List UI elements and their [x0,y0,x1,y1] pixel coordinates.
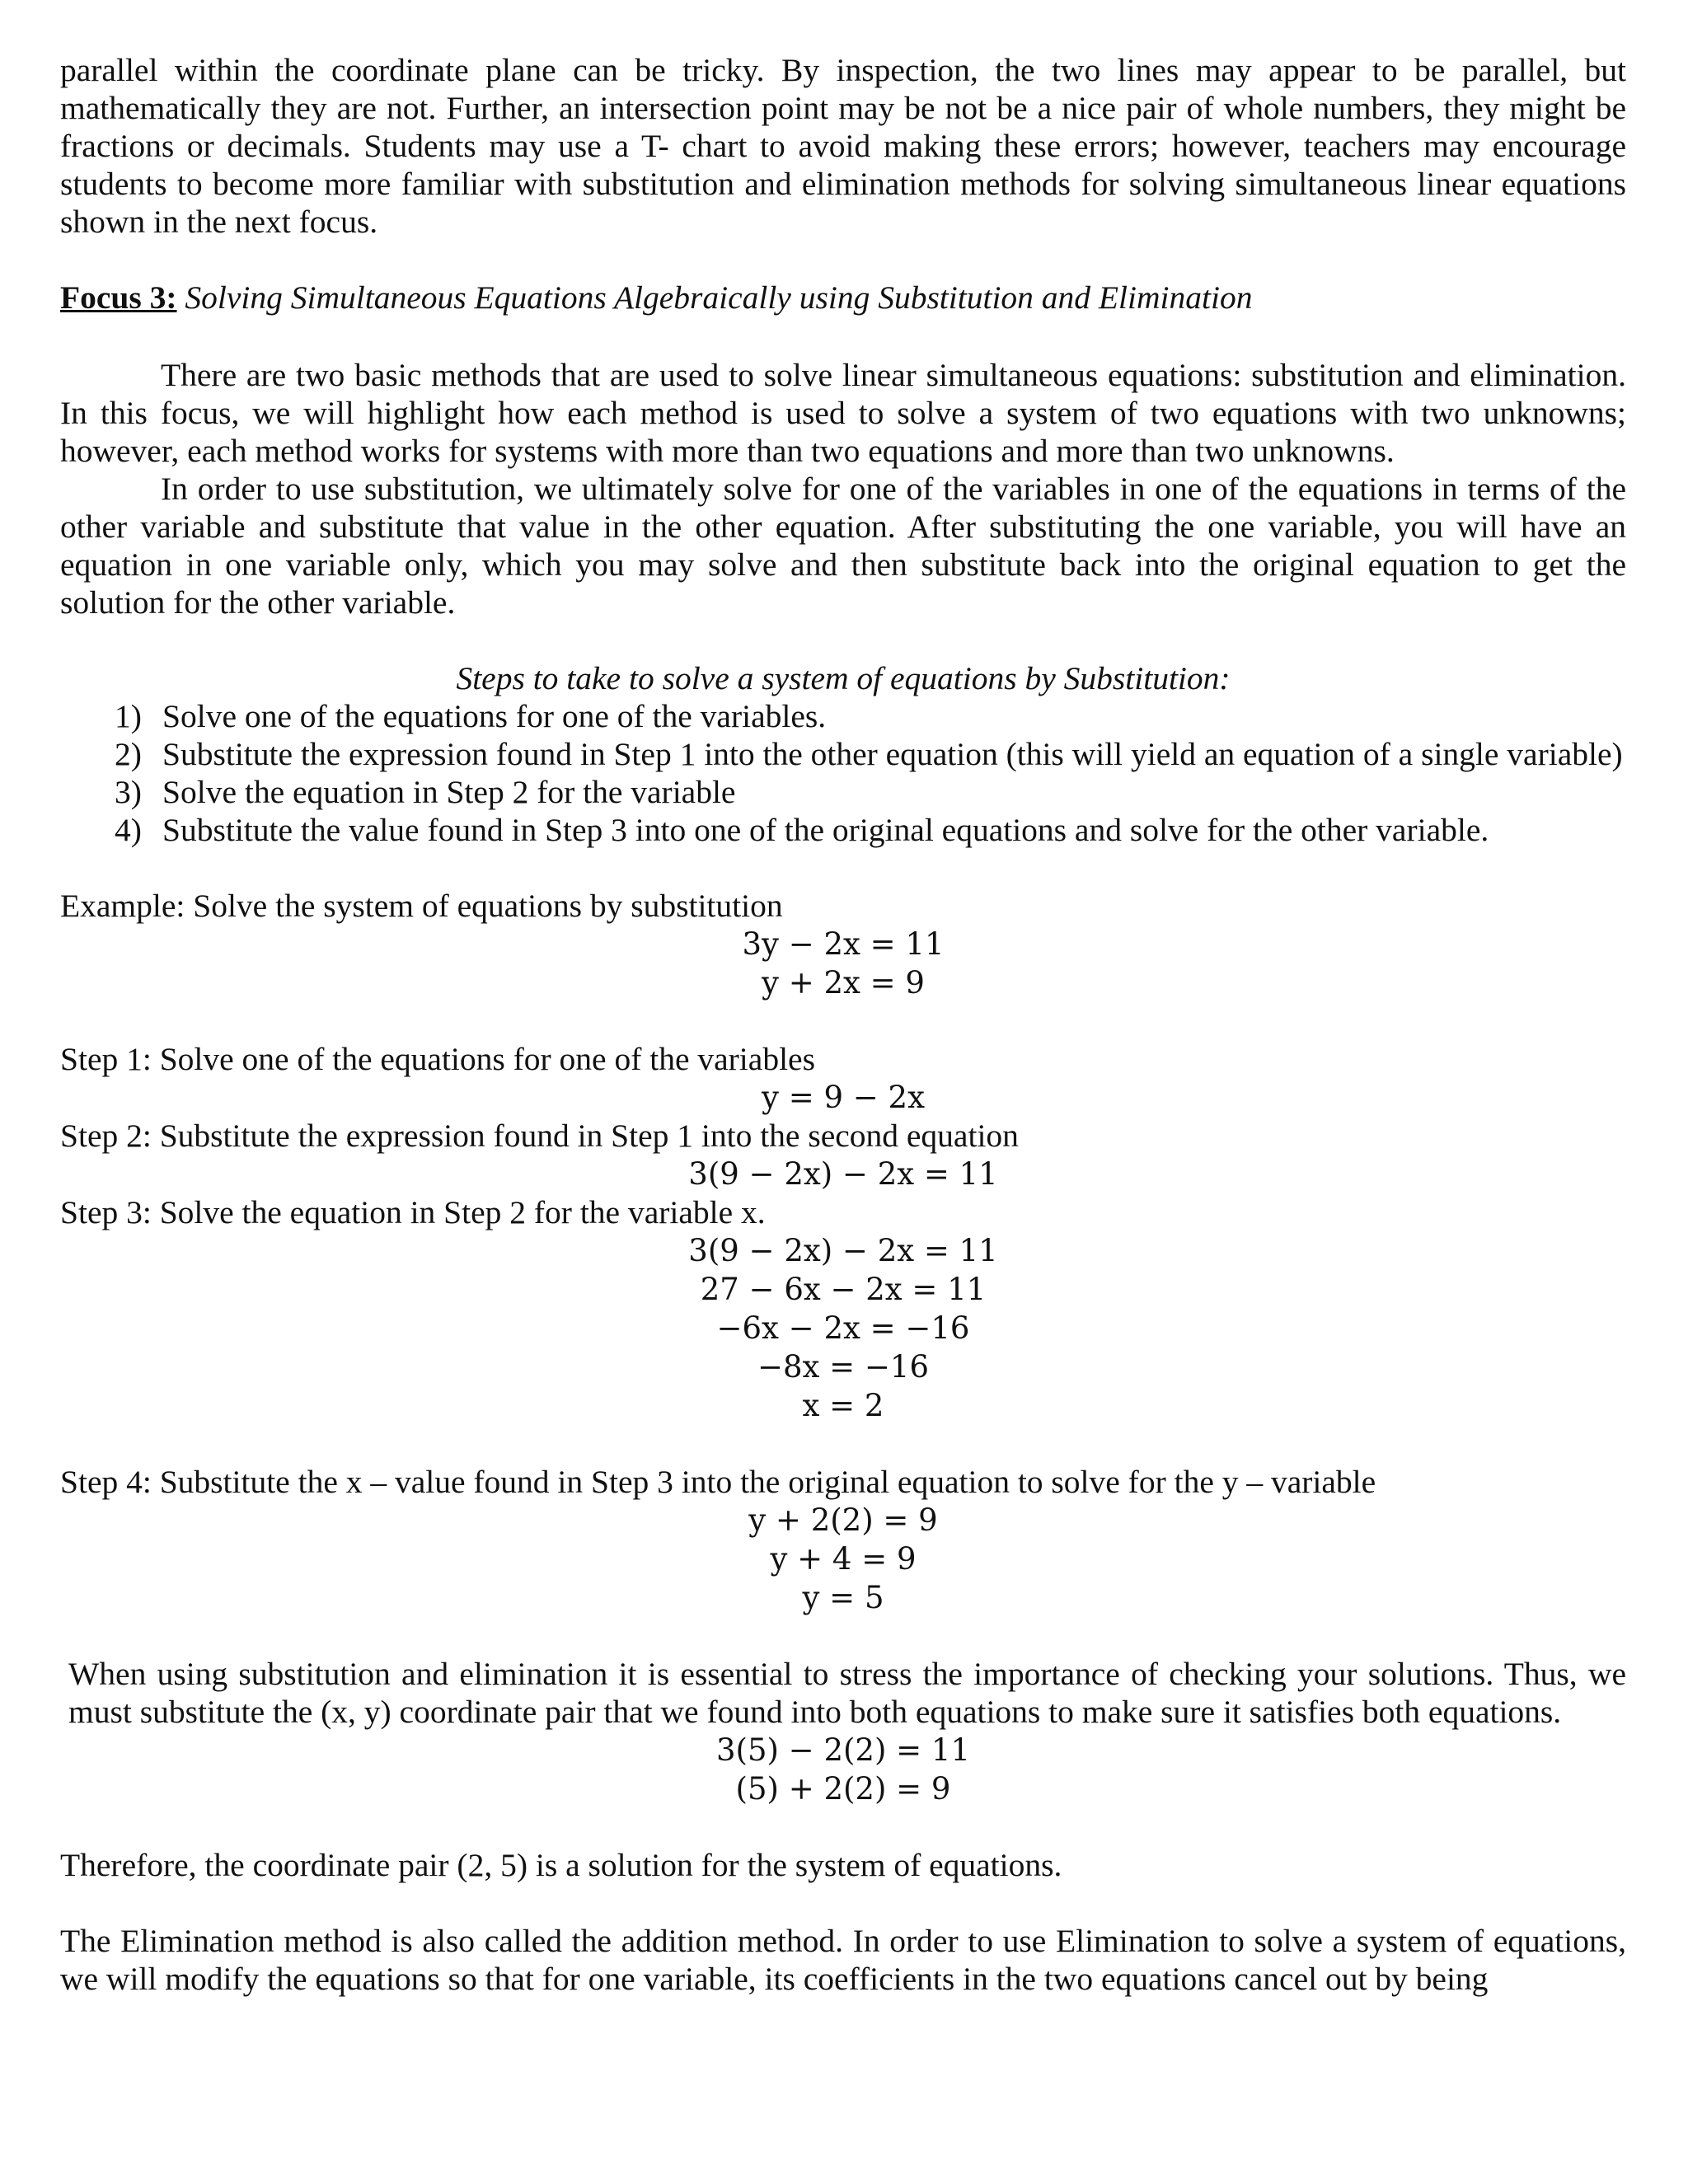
list-item [60,773,1626,811]
step4-text: Step 4: Substitute the x – value found in Step 3 into the original equation to solve for the y – variable [60,1464,1376,1500]
conclusion-text: Therefore, the coordinate pair (2, 5) is a solution for the system of equations. [60,1847,1062,1883]
equation: 3y − 2x = 11 [742,926,945,962]
equation: 27 − 6x − 2x = 11 [700,1272,987,1307]
list-item [60,697,1626,735]
check-paragraph: When using substitution and elimination it is essential to stress the importance of checking your solutions. Thus, we must substitute the (x, y) coordinate pair that we found into both equations to make sure it satisfies both equations. [68,1656,1626,1730]
list-item [60,735,1626,773]
substitution-paragraph: In order to use substitution, we ultimately solve for one of the variables in one of the equations in terms of the other variable and substitute that value in the other equation. After substituting the one variable, you will have an equation in one variable only, which you may solve and then substitute back into the original equation to get the solution for the other variable. [60,471,1626,621]
document-page [60,51,1626,1998]
step-number: 3) [115,774,142,810]
equation: 3(9 − 2x) − 2x = 11 [688,1156,998,1192]
step-text: Solve the equation in Step 2 for the variable [162,774,736,810]
intro-paragraph: parallel within the coordinate plane can be tricky. By inspection, the two lines may appear to be parallel, but mathematically they are not. Further, an intersection point may be not be a nice pair of whole numbers, they might be fractions or decimals. Students may use a T- chart to avoid making these errors; however, teachers may encourage students to become more familiar with substitution and elimination methods for solving simultaneous linear equations shown in the next focus. [60,52,1626,240]
step-number: 1) [115,698,142,734]
focus-title: Solving Simultaneous Equations Algebraically using Substitution and Elimination [185,279,1253,316]
methods-paragraph: There are two basic methods that are used to solve linear simultaneous equations: substitution and elimination. In this focus, we will highlight how each method is used to solve a system of two equations with two unknowns; however, each method works for systems with more than two equations and more than two unknowns. [60,357,1626,469]
equation: y + 2(2) = 9 [748,1502,938,1538]
equation: y = 9 − 2x [762,1080,925,1115]
step-text: Substitute the expression found in Step 1 into the other equation (this will yield an equation of a single variable) [162,736,1623,772]
steps-heading: Steps to take to solve a system of equations by Substitution: [456,660,1231,696]
equation: y + 4 = 9 [770,1541,917,1577]
step2-text: Step 2: Substitute the expression found in Step 1 into the second equation [60,1118,1019,1154]
step-number: 2) [115,736,142,772]
equation: −6x − 2x = −16 [716,1310,970,1346]
equation: x = 2 [802,1388,884,1423]
step-text: Solve one of the equations for one of the variables. [162,698,827,734]
example-intro: Example: Solve the system of equations by substitution [60,888,783,924]
equation: −8x = −16 [757,1349,930,1385]
list-item [60,811,1626,849]
step3-text: Step 3: Solve the equation in Step 2 for the variable x. [60,1194,766,1230]
steps-list [60,697,1626,849]
equation: 3(5) − 2(2) = 11 [715,1732,971,1768]
focus-label: Focus 3: [60,279,177,316]
focus-heading [60,279,1626,316]
equation: 3(9 − 2x) − 2x = 11 [688,1233,998,1268]
equation: y = 5 [802,1580,884,1615]
step1-text: Step 1: Solve one of the equations for one of the variables [60,1041,815,1077]
equation: y + 2x = 9 [762,965,925,1001]
equation: (5) + 2(2) = 9 [735,1771,951,1807]
step-text: Substitute the value found in Step 3 into one of the original equations and solve for the other variable. [162,812,1489,848]
step-number: 4) [115,812,142,848]
elimination-paragraph: The Elimination method is also called the addition method. In order to use Elimination to solve a system of equations, we will modify the equations so that for one variable, its coefficients in the two equations cancel out by being [60,1923,1626,1997]
